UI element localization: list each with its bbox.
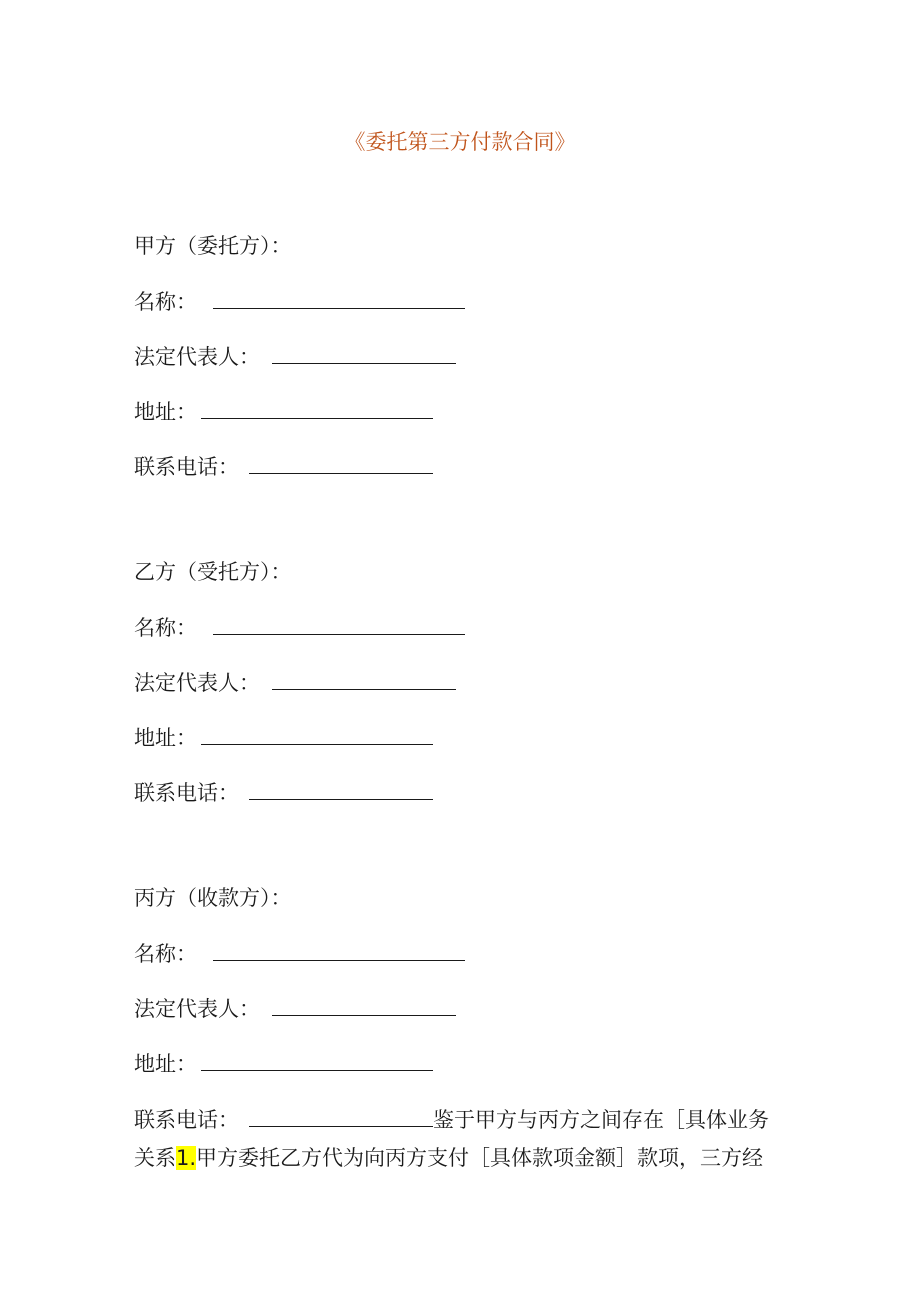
phone-label: 联系电话： — [134, 1108, 239, 1132]
party-a-rep-row — [134, 341, 456, 372]
name-label: 名称： — [134, 942, 197, 966]
party-c-rep-field[interactable] — [272, 993, 456, 1016]
clause-text: 甲方委托乙方代为向丙方支付［具体款项金额］款项，三方经 — [196, 1146, 764, 1170]
name-label: 名称： — [134, 290, 197, 314]
party-a-phone-row — [134, 451, 433, 482]
party-c-heading: 丙方（收款方）： — [134, 886, 292, 910]
party-c-name-row — [134, 938, 465, 969]
address-label: 地址： — [134, 1052, 197, 1076]
clause-line-1: 鉴于甲方与丙方之间存在［具体业务 — [433, 1108, 769, 1132]
rep-label: 法定代表人： — [134, 671, 260, 695]
party-b-phone-row — [134, 777, 433, 808]
address-label: 地址： — [134, 726, 197, 750]
party-c-name-field[interactable] — [213, 938, 465, 961]
party-a-name-row — [134, 286, 465, 317]
party-a-name-field[interactable] — [213, 286, 465, 309]
clause-prefix: 关系 — [134, 1146, 176, 1170]
party-b-rep-row — [134, 667, 456, 698]
highlighted-list-marker: 1. — [176, 1146, 197, 1170]
party-c-address-field[interactable] — [201, 1048, 433, 1071]
party-b-name-field[interactable] — [213, 612, 465, 635]
party-a-heading: 甲方（委托方）： — [134, 234, 292, 258]
party-c-phone-field[interactable] — [249, 1104, 433, 1127]
rep-label: 法定代表人： — [134, 345, 260, 369]
party-a-rep-field[interactable] — [272, 341, 456, 364]
clause-line-2 — [134, 1143, 763, 1173]
party-b-rep-field[interactable] — [272, 667, 456, 690]
party-c-phone-row — [134, 1104, 769, 1135]
name-label: 名称： — [134, 616, 197, 640]
party-b-phone-field[interactable] — [249, 777, 433, 800]
party-b-address-row — [134, 722, 433, 753]
document-title: 《委托第三方付款合同》 — [344, 130, 576, 154]
party-c-address-row — [134, 1048, 433, 1079]
address-label: 地址： — [134, 400, 197, 424]
party-b-name-row — [134, 612, 465, 643]
party-a-address-field[interactable] — [201, 396, 433, 419]
phone-label: 联系电话： — [134, 781, 239, 805]
rep-label: 法定代表人： — [134, 997, 260, 1021]
party-c-rep-row — [134, 993, 456, 1024]
party-b-address-field[interactable] — [201, 722, 433, 745]
party-b-heading: 乙方（受托方）： — [134, 560, 292, 584]
party-a-phone-field[interactable] — [249, 451, 433, 474]
phone-label: 联系电话： — [134, 455, 239, 479]
party-a-address-row — [134, 396, 433, 427]
